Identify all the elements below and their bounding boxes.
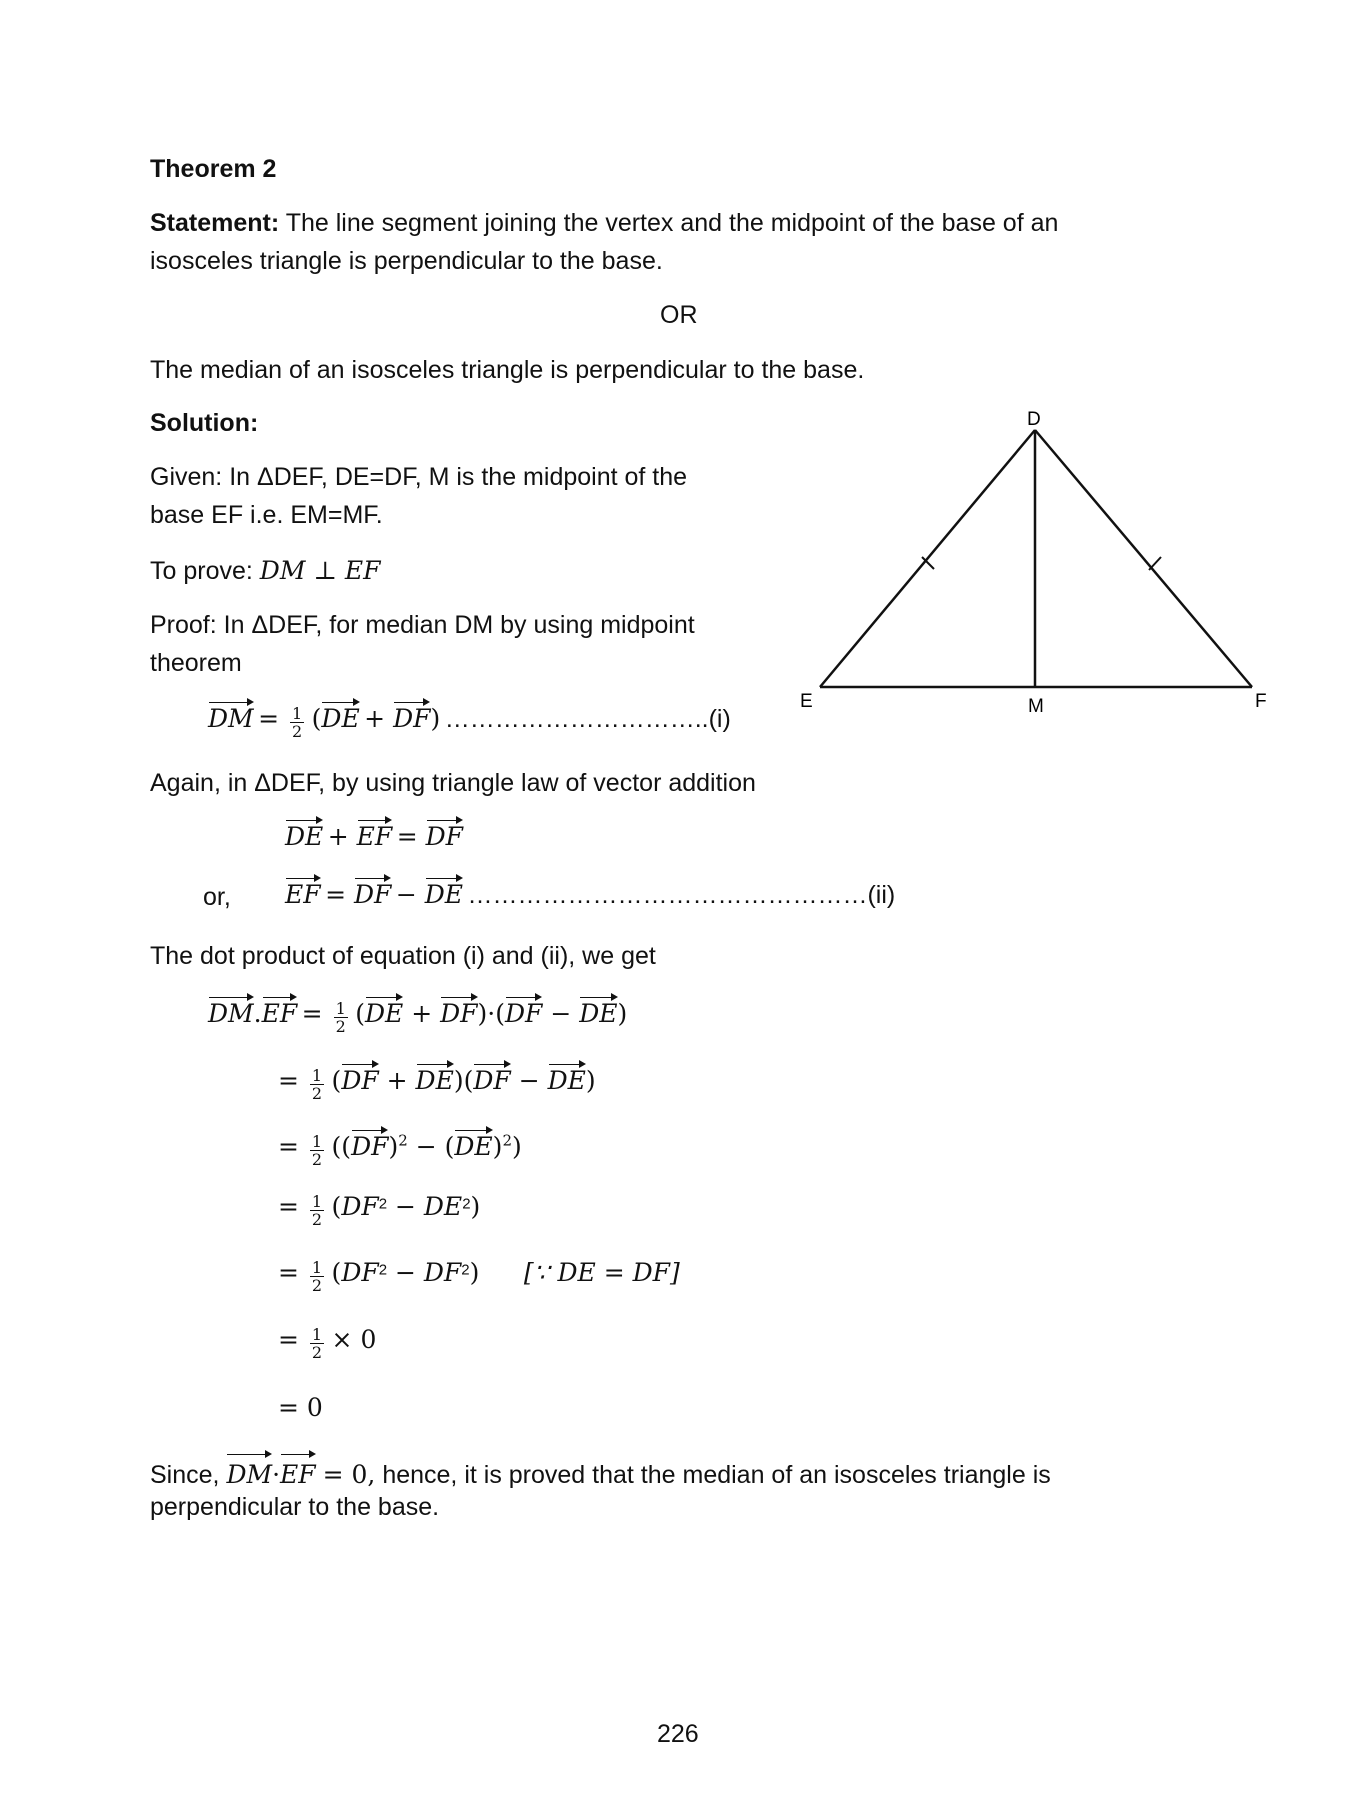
label-m: M (1028, 696, 1044, 717)
label-d: D (1027, 409, 1041, 430)
statement-line-2: isosceles triangle is perpendicular to the base. (150, 247, 663, 275)
statement-line-1 (150, 204, 1058, 242)
conclusion-line-1: Since, DM·EF = 0, hence, it is proved that the median of an isosceles triangle is (150, 1450, 1051, 1494)
side-df (1035, 430, 1252, 687)
to-prove-label: To prove: (150, 557, 253, 585)
triangle-law-equation: DE + EF = DF (285, 816, 463, 851)
proof-line-1: Proof: In ΔDEF, for median DM by using midpoint (150, 611, 695, 639)
step-6: = $\frac{1}{2}$ × 0 (278, 1325, 377, 1363)
triangle-figure (790, 400, 1270, 730)
fraction-half: $\frac{1}{2}$ (292, 704, 303, 742)
because-note: [∵ DE = DF] (523, 1258, 680, 1287)
conclusion-line-2: perpendicular to the base. (150, 1493, 440, 1521)
vec-de: DE (321, 698, 359, 733)
vec-dm: DM (226, 1450, 272, 1494)
step-3: = $\frac{1}{2}$ ((DF)$^2$ − (DE)$^2$) (278, 1126, 522, 1168)
statement-label: Statement: (150, 209, 280, 237)
vec-dm: DM (208, 698, 254, 733)
vec-df: DF (354, 874, 391, 909)
page-number: 226 (657, 1720, 699, 1748)
label-e: E (800, 691, 813, 712)
proof-line-2: theorem (150, 649, 242, 677)
step-7: = 0 (278, 1393, 323, 1422)
dot-leader: ………………………………………… (467, 881, 868, 909)
equation-tag-i: (i) (708, 705, 731, 733)
step-4: = $\frac{1}{2}$ $(DF^2 - DE^2)$ (278, 1192, 481, 1230)
to-prove-expr: DM ⊥ EF (259, 556, 381, 585)
vec-ef: EF (280, 1450, 316, 1494)
vec-df: DF (393, 698, 430, 733)
given-line-2: base EF i.e. EM=MF. (150, 501, 383, 529)
tick-mark-df (1149, 557, 1161, 570)
step-5: = $\frac{1}{2}$ $(DF^2 - DF^2)$ [∵ DE = DF] (278, 1258, 680, 1296)
vec-de: DE (425, 874, 463, 909)
equation-tag-ii: (ii) (867, 881, 896, 909)
step-1: DM.EF = $\frac{1}{2}$ (DE + DF)·(DF − DE) (208, 993, 627, 1035)
step-2: = $\frac{1}{2}$ (DF + DE)(DF − DE) (278, 1060, 596, 1102)
dot-leader: ………………………….. (444, 705, 709, 733)
to-prove (150, 552, 380, 590)
given-line-1: Given: In ΔDEF, DE=DF, M is the midpoint of the (150, 463, 688, 491)
equation-ii: EF = DF − DE …………………………………………(ii) (285, 874, 895, 914)
or-separator: OR (660, 301, 698, 329)
dot-product-text: The dot product of equation (i) and (ii), we get (150, 942, 656, 970)
vec-de: DE (285, 816, 323, 851)
vec-ef: EF (285, 874, 321, 909)
alt-statement: The median of an isosceles triangle is perpendicular to the base. (150, 356, 865, 384)
theorem-heading: Theorem 2 (150, 155, 277, 183)
solution-label: Solution: (150, 409, 259, 437)
side-de (820, 430, 1035, 687)
equation-i: DM = $\frac{1}{2}$ (DE + DF) …………………………..(i) (208, 698, 731, 740)
label-f: F (1255, 691, 1267, 712)
vec-ef: EF (357, 816, 393, 851)
again-text: Again, in ΔDEF, by using triangle law of vector addition (150, 769, 756, 797)
statement-text-1: The line segment joining the vertex and the midpoint of the base of an (285, 209, 1059, 237)
vec-df: DF (426, 816, 463, 851)
or-prefix: or, (203, 883, 231, 911)
